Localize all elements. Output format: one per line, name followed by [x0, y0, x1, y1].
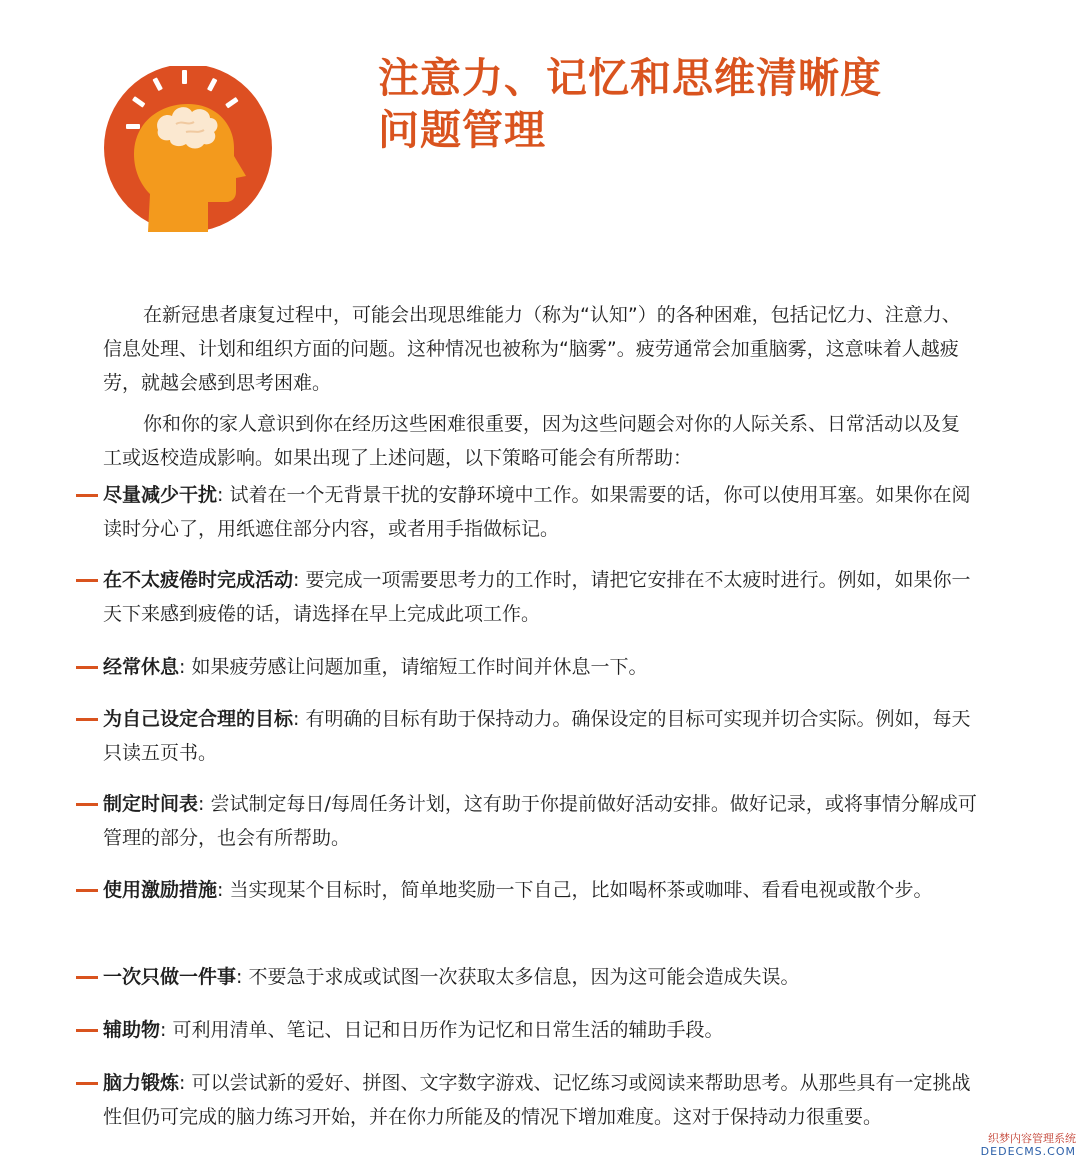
intro-paragraph: 在新冠患者康复过程中，可能会出现思维能力（称为“认知”）的各种困难，包括记忆力、注意力、信息处理、计划和组织方面的问题。这种情况也被称为“脑雾”。疲劳通常会加重脑雾，这意味着人越疲劳，就越会感到思考困难。	[103, 304, 961, 394]
dash-bullet-icon	[76, 1082, 98, 1085]
strategy-term: 为自己设定合理的目标	[103, 708, 294, 730]
strategy-text: 试着在一个无背景干扰的安静环境中工作。如果需要的话，你可以使用耳塞。如果你在阅读时分心了，用纸遮住部分内容，或者用手指做标记。	[103, 484, 971, 540]
term-separator: :	[293, 569, 306, 591]
list-item	[76, 478, 980, 546]
strategy-term: 尽量减少干扰	[103, 484, 218, 506]
intro-section	[103, 298, 978, 482]
watermark	[968, 1132, 1076, 1158]
list-item	[76, 702, 980, 770]
head-with-brain-icon	[100, 66, 276, 234]
term-separator: :	[217, 484, 230, 506]
intro-paragraph: 你和你的家人意识到你在经历这些困难很重要，因为这些问题会对你的人际关系、日常活动以及复工或返校造成影响。如果出现了上述问题，以下策略可能会有所帮助：	[103, 413, 961, 469]
dash-bullet-icon	[76, 803, 98, 806]
list-item	[76, 1066, 980, 1134]
list-item	[76, 563, 980, 631]
dash-bullet-icon	[76, 718, 98, 721]
strategy-text: 要完成一项需要思考力的工作时，请把它安排在不太疲时进行。例如，如果你一天下来感到疲倦的话，请选择在早上完成此项工作。	[103, 569, 971, 625]
list-item	[76, 873, 980, 907]
term-separator: :	[217, 879, 230, 901]
term-separator: :	[160, 1019, 173, 1041]
term-separator: :	[236, 966, 249, 988]
watermark-line-1: 织梦内容管理系统	[988, 1132, 1076, 1145]
list-item	[76, 1013, 980, 1047]
term-separator: :	[293, 708, 306, 730]
strategy-term: 辅助物	[103, 1019, 161, 1041]
strategy-text: 有明确的目标有助于保持动力。确保设定的目标可实现并切合实际。例如，每天只读五页书。	[103, 708, 971, 764]
dash-bullet-icon	[76, 494, 98, 497]
dash-bullet-icon	[76, 666, 98, 669]
page-title	[378, 52, 882, 156]
strategy-text: 如果疲劳感让问题加重，请缩短工作时间并休息一下。	[191, 656, 648, 678]
list-item	[76, 960, 980, 994]
watermark-line-2: DEDECMS.COM	[980, 1145, 1076, 1158]
dash-bullet-icon	[76, 889, 98, 892]
list-item	[76, 787, 980, 855]
strategy-term: 经常休息	[103, 656, 180, 678]
list-item	[76, 650, 980, 684]
strategy-text: 可利用清单、笔记、日记和日历作为记忆和日常生活的辅助手段。	[172, 1019, 724, 1041]
strategy-text: 可以尝试新的爱好、拼图、文字数字游戏、记忆练习或阅读来帮助思考。从那些具有一定挑战性但仍可完成的脑力练习开始，并在你力所能及的情况下增加难度。这对于保持动力很重要。	[103, 1072, 971, 1128]
strategy-term: 一次只做一件事	[103, 966, 237, 988]
strategy-text: 不要急于求成或试图一次获取太多信息，因为这可能会造成失误。	[248, 966, 800, 988]
dash-bullet-icon	[76, 1029, 98, 1032]
term-separator: :	[179, 656, 192, 678]
title-line-2: 问题管理	[378, 106, 546, 154]
strategy-term: 脑力锻炼	[103, 1072, 180, 1094]
strategy-term: 在不太疲倦时完成活动	[103, 569, 294, 591]
strategy-term: 使用激励措施	[103, 879, 218, 901]
term-separator: :	[198, 793, 211, 815]
strategy-text: 当实现某个目标时，简单地奖励一下自己，比如喝杯茶或咖啡、看看电视或散个步。	[229, 879, 933, 901]
dash-bullet-icon	[76, 579, 98, 582]
title-line-1: 注意力、记忆和思维清晰度	[378, 54, 882, 102]
dash-bullet-icon	[76, 976, 98, 979]
strategy-term: 制定时间表	[103, 793, 199, 815]
strategy-text: 尝试制定每日/每周任务计划，这有助于你提前做好活动安排。做好记录，或将事情分解成可管理的部分，也会有所帮助。	[103, 793, 977, 849]
term-separator: :	[179, 1072, 192, 1094]
